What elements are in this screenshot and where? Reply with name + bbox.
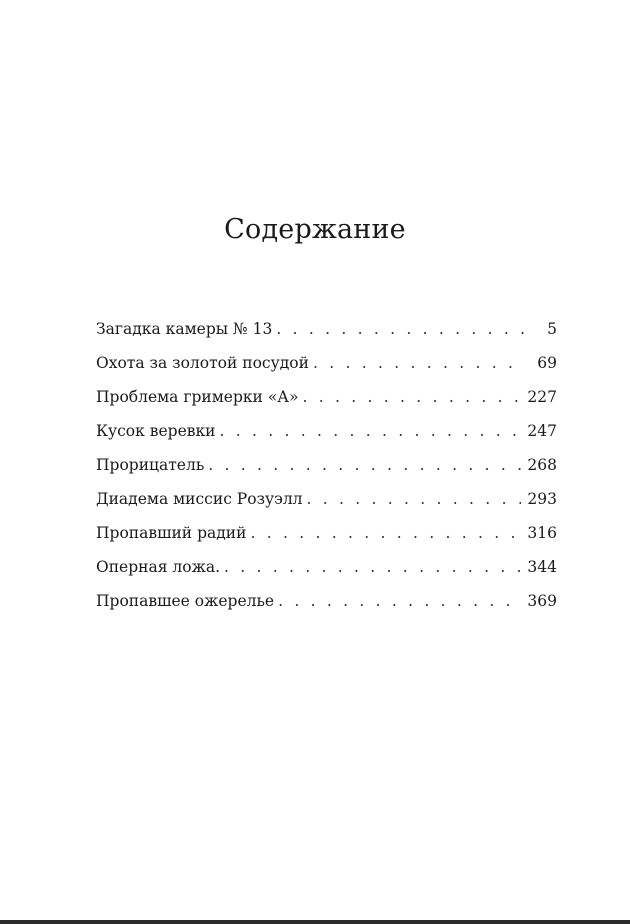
toc-entry-page: 5 — [547, 320, 557, 338]
toc-entry-label: Пропавший радий — [96, 524, 247, 542]
toc-dot-leader — [307, 482, 522, 516]
toc-dot-leader — [219, 414, 521, 448]
page-edge-rule — [0, 920, 630, 924]
toc-entry-page: 247 — [527, 422, 557, 440]
toc-entry-label: Пропавшее ожерелье — [96, 592, 275, 610]
toc-entry-label: Загадка камеры № 13 — [96, 320, 273, 338]
toc-entry-page: 268 — [527, 456, 557, 474]
toc-entry-page: 344 — [527, 558, 557, 576]
toc-entry-label: Оперная ложа. — [96, 558, 221, 576]
toc-entry-page: 293 — [527, 490, 557, 508]
toc-entry-label: Охота за золотой посудой — [96, 354, 309, 372]
toc-dot-leader — [250, 516, 521, 550]
toc-entry-page: 369 — [527, 592, 557, 610]
toc-entry — [96, 312, 557, 346]
toc-entry — [96, 380, 557, 414]
toc-list — [96, 312, 557, 618]
toc-entry-label: Диадема миссис Розуэлл — [96, 490, 303, 508]
toc-entry-page: 316 — [527, 524, 557, 542]
toc-title: Содержание — [224, 214, 406, 245]
toc-entry — [96, 550, 557, 584]
toc-dot-leader — [276, 312, 525, 346]
toc-entry — [96, 346, 557, 380]
toc-entry — [96, 584, 557, 618]
toc-entry — [96, 516, 557, 550]
toc-entry-page: 227 — [527, 388, 557, 406]
toc-entry — [96, 414, 557, 448]
toc-entry-label: Проблема гримерки «А» — [96, 388, 299, 406]
toc-dot-leader — [224, 550, 521, 584]
toc-entry-label: Прорицатель — [96, 456, 205, 474]
toc-dot-leader — [278, 584, 521, 618]
toc-dot-leader — [303, 380, 522, 414]
toc-entry-page: 69 — [537, 354, 557, 372]
toc-entry — [96, 482, 557, 516]
toc-dot-leader — [208, 448, 521, 482]
toc-entry — [96, 448, 557, 482]
toc-dot-leader — [313, 346, 525, 380]
toc-entry-label: Кусок веревки — [96, 422, 216, 440]
